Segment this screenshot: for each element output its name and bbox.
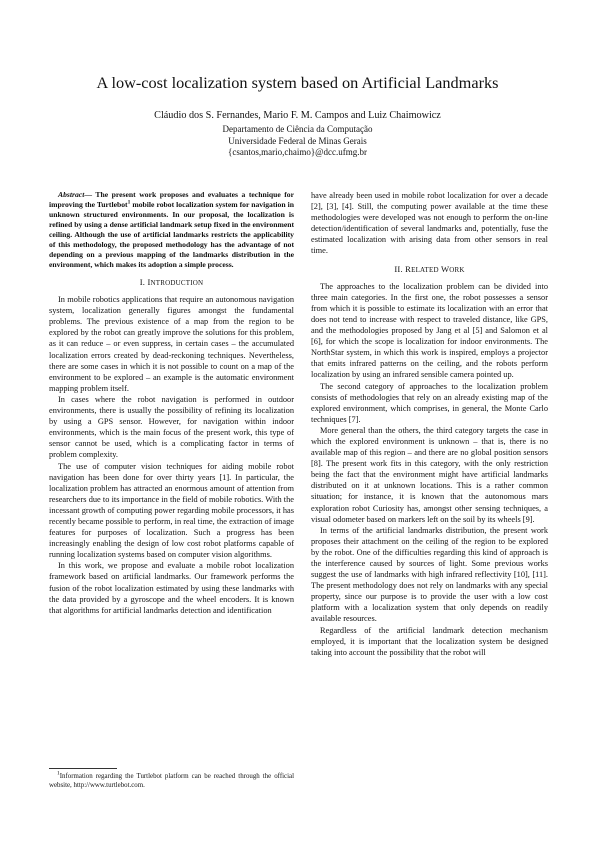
footnote-rule <box>49 768 117 769</box>
intro-paragraph-continued: have already been used in mobile robot localization for over a decade [2], [3], [4]. Still, the computing power available at the time these methodologies were developed was not enough to perform the on-line detection/identification of several landmarks and, potentially, fuse the estimated localization with arising data from other sensors in real time. <box>311 191 548 256</box>
section-heading-related-work: II. RELATED WORK <box>394 263 465 274</box>
affiliation-university: Universidade Federal de Minas Gerais <box>228 135 367 146</box>
footnote-mark: 1 <box>57 770 60 777</box>
intro-paragraph: In mobile robotics applications that require an autonomous navigation system, localization generally figures amongst the fundamental problems. The previous existence of a map from the region to be explored by the robot can greatly improve the solutions for this problem, as it can reduce – or even suppress, in certain cases – the accumulated localization errors created by dead-reckoning techniques. Nevertheless, there are some cases in which it is not possible to count on a map of the environment to be explored – an example is the automatic environment mapping problem itself. <box>49 295 294 393</box>
left-column <box>49 190 294 616</box>
footnote-ref: 1 <box>127 199 131 206</box>
paper-authors: Cláudio dos S. Fernandes, Mario F. M. Campos and Luiz Chaimowicz <box>154 110 441 121</box>
paper-title: A low-cost localization system based on Artificial Landmarks <box>96 73 499 92</box>
related-work-paragraph: The approaches to the localization problem can be divided into three main categories. In the first one, the robot possesses a sensor from which it is possible to estimate its localization with an error that does not tend to increase with respect to traveled distance, like GPS, and the methodologies proposed by Jang et al [5] and Salomon et al [6], for which the scope is localization for indoor environments. The NorthStar system, in which this work is inspired, employs a projector that emits infrared patterns on the ceiling, and the robots perform localization by using an infrared sensible camera pointed up. <box>311 281 548 380</box>
affiliation-department: Departamento de Ciência da Computação <box>222 124 373 134</box>
right-column <box>311 190 548 658</box>
related-work-paragraph: More general than the others, the third category targets the case in which the explored environment is unknown – that is, there is no available map of this region – and there are no global position sensors [8]. The present work fits in this category, with the only restriction being the fact that the environment might have artificial landmarks distributed on it at unknown locations. This is a rather common situation; for instance, it is known that the autonomous mars exploration robot Curiosity has, amongst other sensing techniques, a visual odometer based on markers left on the soil by its wheels [9]. <box>311 425 548 524</box>
footnote-text: Information regarding the Turtlebot platform can be reached through the official website, http://www.turtlebot.com. <box>49 773 294 789</box>
related-work-paragraph: The second category of approaches to the localization problem consists of methodologies that rely on an already existing map of the explored environment, which comprises, in general, the Monte Carlo techniques [7]. <box>311 381 548 424</box>
affiliation-email: {csantos,mario,chaimo}@dcc.ufmg.br <box>228 147 367 157</box>
related-work-paragraph: Regardless of the artificial landmark detection mechanism employed, it is important that the localization system be designed taking into account the possibility that the robot will <box>311 625 548 657</box>
abstract <box>49 190 294 270</box>
abstract-text-b: mobile robot localization system for navigation in unknown structured environments. In our proposal, the localization is refined by using a dense artificial landmark setup fixed in the environment ceiling. Although the use of artificial landmarks restricts the applicability of this methodology, the proposed methodology has the advantage of not depending on a previous mapping of the landmarks distribution in the environment, which makes its adoption a simple process. <box>49 200 294 269</box>
footnote <box>49 772 294 790</box>
abstract-label: Abstract <box>58 190 85 199</box>
section-heading-introduction: I. INTRODUCTION <box>139 277 204 287</box>
intro-paragraph: In cases where the robot navigation is performed in outdoor environments, there is usually the possibility of refining its localization by using a GPS sensor. However, for navigation within indoor environments, which is the main focus of the present work, this type of sensor cannot be used, which is a complicating factor in terms of problem complexity. <box>49 394 294 460</box>
related-work-paragraph: In terms of the artificial landmarks distribution, the present work proposes their attachment on the ceiling of the region to be explored by the robot. One of the difficulties regarding this kind of approach is the interference caused by sources of light. Some previous works suggest the use of landmarks with high infrared reflectivity [10], [11]. The present methodology does not rely on landmarks with any special property, since our purpose is to provide the user with a low cost platform with a localization system that only depends on readily available resources. <box>311 525 548 624</box>
intro-paragraph: In this work, we propose and evaluate a mobile robot localization framework based on artificial landmarks. Our framework performs the fusion of the robot localization estimated by using these landmarks with the data provided by a gyroscope and the wheel encoders. It is known that algorithms for artificial landmarks detection and identification <box>49 561 294 615</box>
affiliation <box>0 124 595 159</box>
intro-paragraph: The use of computer vision techniques for aiding mobile robot navigation has been done for over thirty years [1]. In particular, the localization problem has attracted an enormous amount of attention from researchers due to its importance in the field of mobile robotics. With the incessant growth of computing power regarding mobile processors, it has recently became possible to perform, in real time, the extraction of image features for purposes of localization. Such a progress has been increasingly enabling the design of low cost robot platforms capable of running localization systems based on computer vision algorithms. <box>49 461 294 560</box>
abstract-text-a: The present work proposes and evaluates a technique for improving the Turtlebot <box>49 190 294 209</box>
abstract-dash: — <box>84 190 96 199</box>
